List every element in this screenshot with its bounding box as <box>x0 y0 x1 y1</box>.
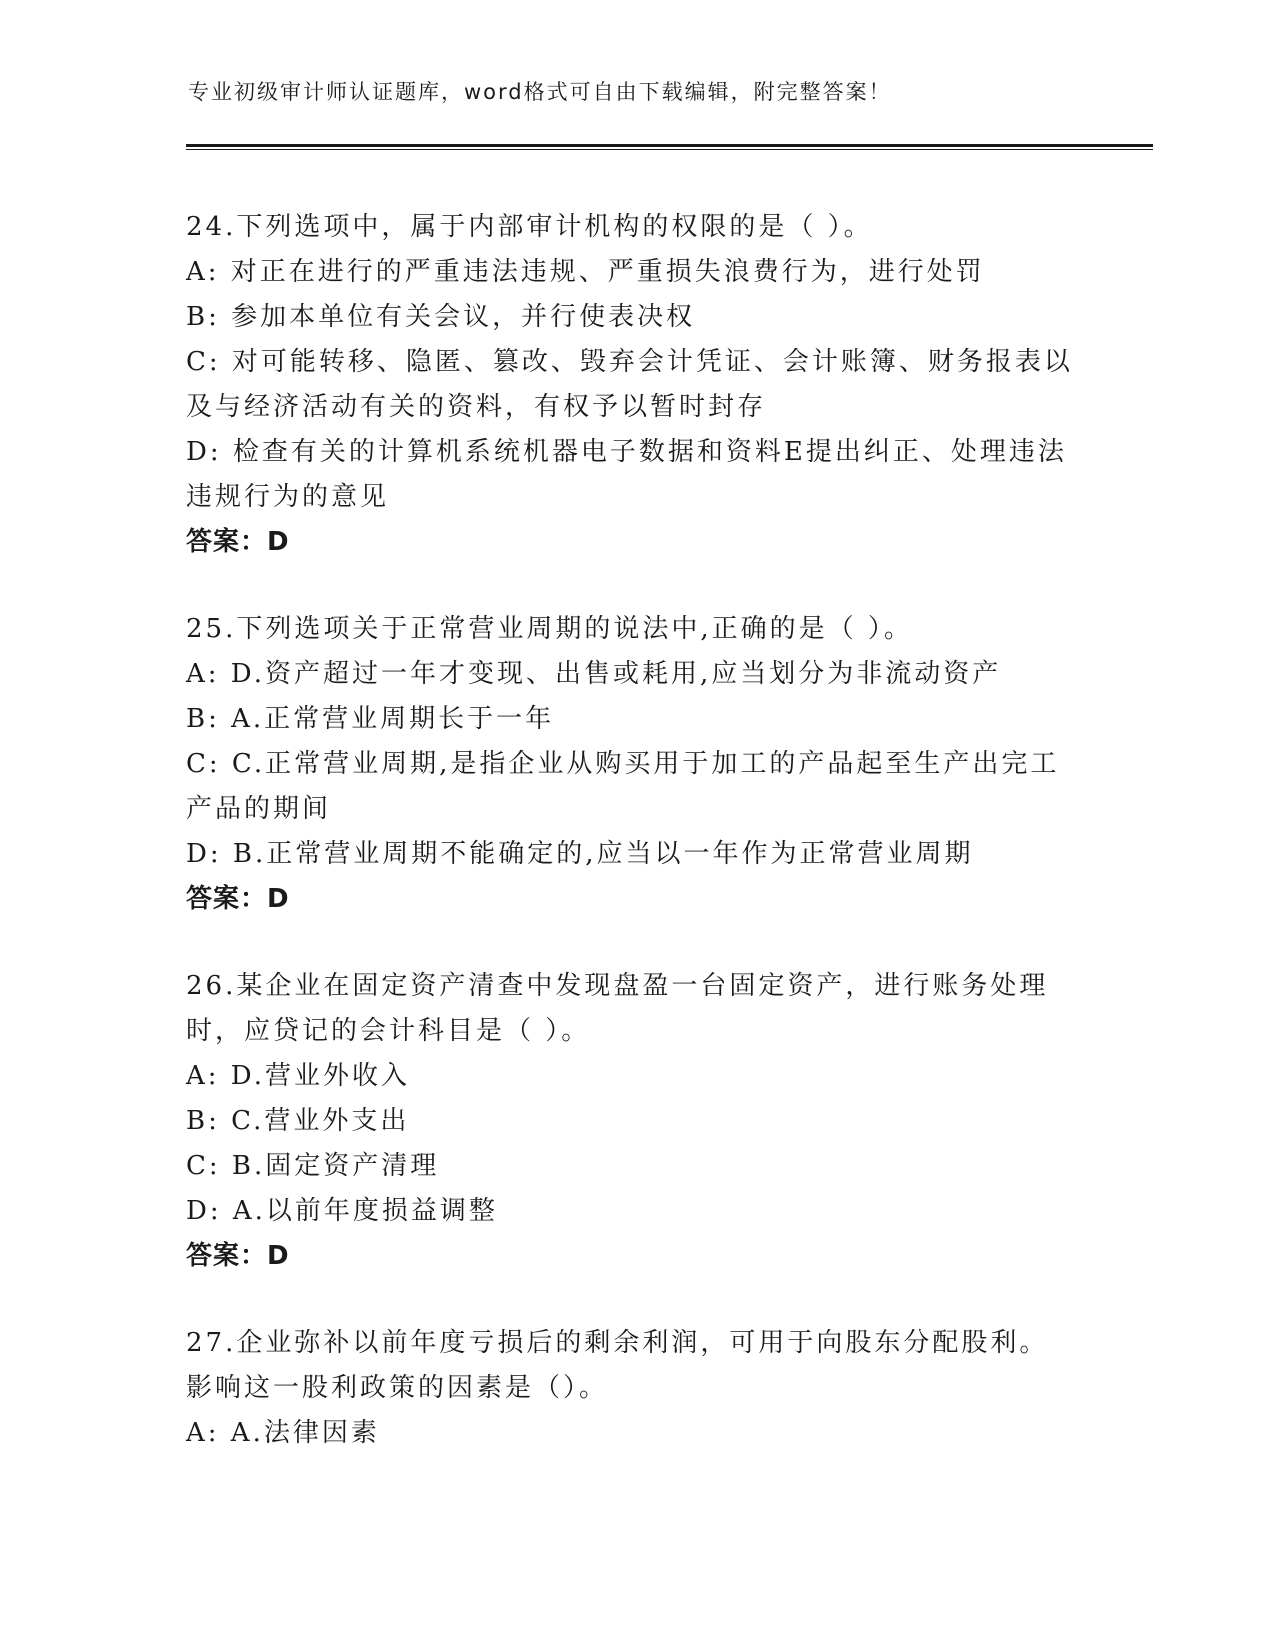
question-list <box>186 205 1076 1498</box>
option-d: D: 检查有关的计算机系统机器电子数据和资料E提出纠正、处理违法违规行为的意见 <box>186 437 1067 512</box>
question-stem: 24.下列选项中，属于内部审计机构的权限的是（ ）。 <box>186 212 873 242</box>
option-a: A: D.资产超过一年才变现、出售或耗用,应当划分为非流动资产 <box>186 659 1002 689</box>
option-c: C: B.固定资产清理 <box>186 1151 440 1181</box>
answer-label: 答案：D <box>186 1241 290 1271</box>
question-27 <box>186 1321 1076 1456</box>
option-a: A: A.法律因素 <box>186 1418 380 1448</box>
option-d: D: B.正常营业周期不能确定的,应当以一年作为正常营业周期 <box>186 839 974 869</box>
option-c: C: 对可能转移、隐匿、篡改、毁弃会计凭证、会计账簿、财务报表以及与经济活动有关的资料，有权予以暂时封存 <box>186 347 1073 422</box>
option-b: B: 参加本单位有关会议，并行使表决权 <box>186 302 696 332</box>
answer-label: 答案：D <box>186 884 290 914</box>
question-stem: 25.下列选项关于正常营业周期的说法中,正确的是（ ）。 <box>186 614 913 644</box>
header-rule-thin <box>186 149 1153 150</box>
header-rule-thick <box>186 144 1153 147</box>
question-25 <box>186 607 1076 922</box>
option-a: A: D.营业外收入 <box>186 1061 410 1091</box>
option-c: C: C.正常营业周期,是指企业从购买用于加工的产品起至生产出完工产品的期间 <box>186 749 1060 824</box>
option-b: B: C.营业外支出 <box>186 1106 410 1136</box>
option-b: B: A.正常营业周期长于一年 <box>186 704 555 734</box>
question-stem: 27.企业弥补以前年度亏损后的剩余利润，可用于向股东分配股利。影响这一股利政策的因素是（）。 <box>186 1328 1049 1403</box>
question-26 <box>186 964 1076 1279</box>
option-a: A: 对正在进行的严重违法违规、严重损失浪费行为，进行处罚 <box>186 257 985 287</box>
question-stem: 26.某企业在固定资产清查中发现盘盈一台固定资产，进行账务处理时，应贷记的会计科目是（ ）。 <box>186 971 1049 1046</box>
question-24 <box>186 205 1076 565</box>
option-d: D: A.以前年度损益调整 <box>186 1196 498 1226</box>
page-header: 专业初级审计师认证题库，word格式可自由下载编辑，附完整答案！ <box>188 80 892 104</box>
answer-label: 答案：D <box>186 527 290 557</box>
